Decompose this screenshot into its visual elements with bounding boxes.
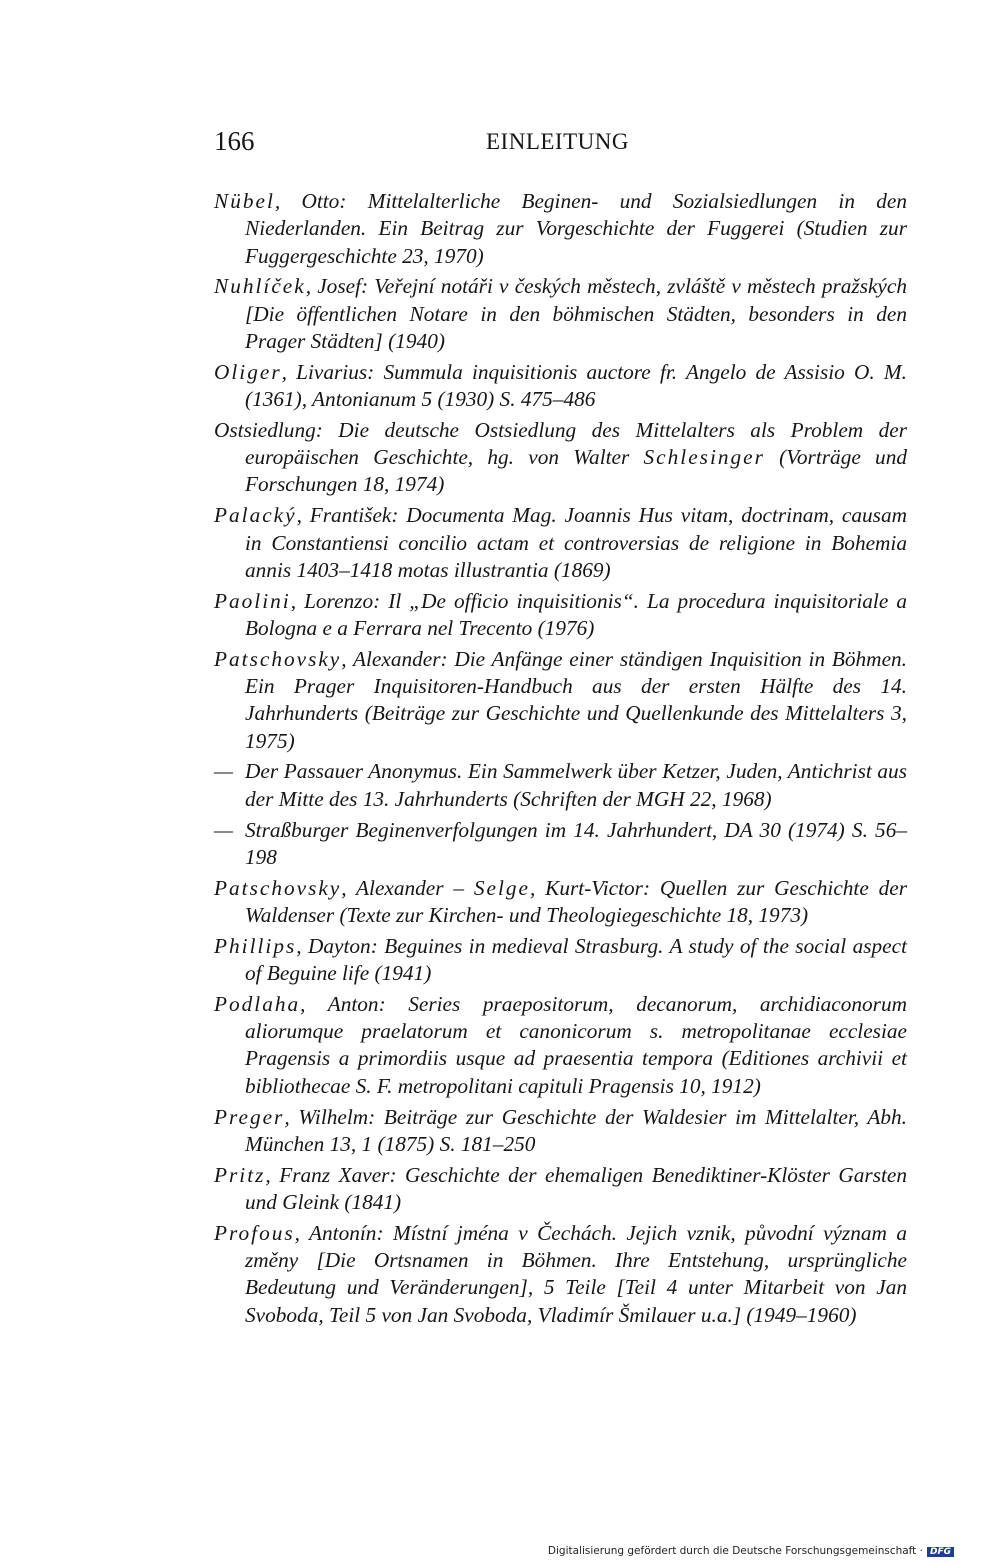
- bibliography-entry: [214, 1104, 907, 1159]
- entry-text: , Josef: Veřejní notáři v českých městech, zvláště v městech pražských [Die öffentlichen Notare in den böhmischen Städten, besonders in den Prager Städten] (1940): [245, 274, 907, 353]
- bibliography-entry: [214, 588, 907, 643]
- entry-text: , Lorenzo: Il „De officio inquisitionis“. La procedura inquisitoriale a Bologna e a Ferrara nel Trecento (1976): [245, 588, 907, 640]
- entry-text: , Alexander –: [341, 875, 474, 900]
- bibliography-list: [214, 188, 907, 1332]
- dfg-logo: DFG: [927, 1547, 954, 1557]
- entry-author: Palacký: [214, 503, 297, 528]
- entry-text: (Vorträge und Forschungen 18, 1974): [245, 445, 907, 497]
- entry-author: Oliger: [214, 359, 282, 384]
- bibliography-entry: [214, 417, 907, 499]
- ditto-dash: —: [214, 817, 233, 842]
- digitization-credit: [548, 1545, 954, 1557]
- entry-editor: Schlesinger: [643, 445, 765, 470]
- entry-text: , Dayton: Beguines in medieval Strasburg. A study of the social aspect of Beguine life (1941): [245, 933, 907, 986]
- ditto-dash: —: [214, 759, 233, 784]
- entry-text: , František: Documenta Mag. Joannis Hus vitam, doctrinam, causam in Constantiensi concilio actam et controversias de religione in Bohemia annis 1403–1418 motas illustrantia (1869): [245, 503, 907, 582]
- entry-text: , Wilhelm: Beiträge zur Geschichte der Waldesier im Mittelalter, Abh. München 13, 1 (1875) S. 181–250: [245, 1104, 907, 1156]
- entry-author: Patschovsky: [214, 875, 342, 900]
- entry-text: , Otto: Mittelalterliche Beginen- und Sozialsiedlungen in den Niederlanden. Ein Beitrag zur Vorgeschichte der Fuggerei (Studien zur Fuggergeschichte 23, 1970): [245, 189, 907, 268]
- entry-coauthor: Selge: [473, 875, 530, 900]
- entry-author: Nuhlíček: [214, 274, 306, 299]
- bibliography-entry: [214, 933, 907, 988]
- entry-text: Der Passauer Anonymus. Ein Sammelwerk über Ketzer, Juden, Antichrist aus der Mitte des 13. Jahrhunderts (Schriften der MGH 22, 1968): [245, 759, 907, 811]
- entry-author: Nübel: [214, 189, 275, 213]
- entry-author: Pritz: [214, 1162, 266, 1187]
- entry-text: , Livarius: Summula inquisitionis auctore fr. Angelo de Assisio O. M. (1361), Antonianum 5 (1930) S. 475–486: [245, 359, 907, 412]
- entry-text: , Franz Xaver: Geschichte der ehemaligen Benediktiner-Klöster Garsten und Gleink (1841): [245, 1162, 907, 1214]
- bibliography-entry: [214, 1162, 907, 1217]
- credit-text: Digitalisierung gefördert durch die Deutsche Forschungsgemeinschaft ·: [547, 1545, 923, 1557]
- bibliography-entry: [214, 502, 907, 584]
- bibliography-entry: [214, 273, 907, 355]
- entry-text: , Alexander: Die Anfänge einer ständigen Inquisition in Böhmen. Ein Prager Inquisitoren-Handbuch aus der ersten Hälfte des 14. Jahrhunderts (Beiträge zur Geschichte und Quellenkunde des Mittelalters 3, 1975): [245, 646, 907, 753]
- entry-author: Preger: [214, 1104, 285, 1129]
- bibliography-entry: [214, 758, 907, 813]
- bibliography-entry: [214, 359, 907, 414]
- entry-author: Profous: [214, 1220, 295, 1245]
- entry-text: , Antonín: Místní jména v Čechách. Jejich vznik, původní význam a změny [Die Ortsnamen in Böhmen. Ihre Entstehung, ursprüngliche Bedeutung und Veränderungen], 5 Teile [Teil 4 unter Mitarbeit von Jan Svoboda, Teil 5 von Jan Svoboda, Vladimír Šmilauer u.a.] (1949–1960): [245, 1220, 907, 1327]
- entry-text: Straßburger Beginenverfolgungen im 14. Jahrhundert, DA 30 (1974) S. 56–198: [245, 817, 907, 869]
- bibliography-entry: [214, 875, 907, 930]
- bibliography-entry: [214, 1220, 907, 1329]
- bibliography-entry: [214, 646, 907, 755]
- bibliography-entry: [214, 991, 907, 1100]
- entry-author: Phillips: [214, 933, 297, 958]
- entry-author: Patschovsky: [214, 646, 342, 671]
- entry-author: Paolini: [214, 588, 291, 613]
- running-head: EINLEITUNG: [486, 129, 629, 154]
- entry-text: , Kurt-Victor: Quellen zur Geschichte der Waldenser (Texte zur Kirchen- und Theologiegeschichte 18, 1973): [245, 875, 908, 927]
- bibliography-entry: [214, 188, 907, 270]
- entry-text: Ostsiedlung: Die deutsche Ostsiedlung des Mittelalters als Problem der europäischen Geschichte, hg. von Walter: [214, 417, 907, 470]
- entry-text: , Anton: Series praepositorum, decanorum, archidiaconorum aliorumque praelatorum et canonicorum s. metropolitanae ecclesiae Pragensis a primordiis usque ad praesentia tempora (Editiones archivii et bibliothecae S. F. metropolitani capituli Pragensis 10, 1912): [245, 991, 907, 1098]
- entry-author: Podlaha: [214, 991, 301, 1016]
- page-number: 166: [214, 126, 255, 156]
- bibliography-entry: [214, 817, 907, 872]
